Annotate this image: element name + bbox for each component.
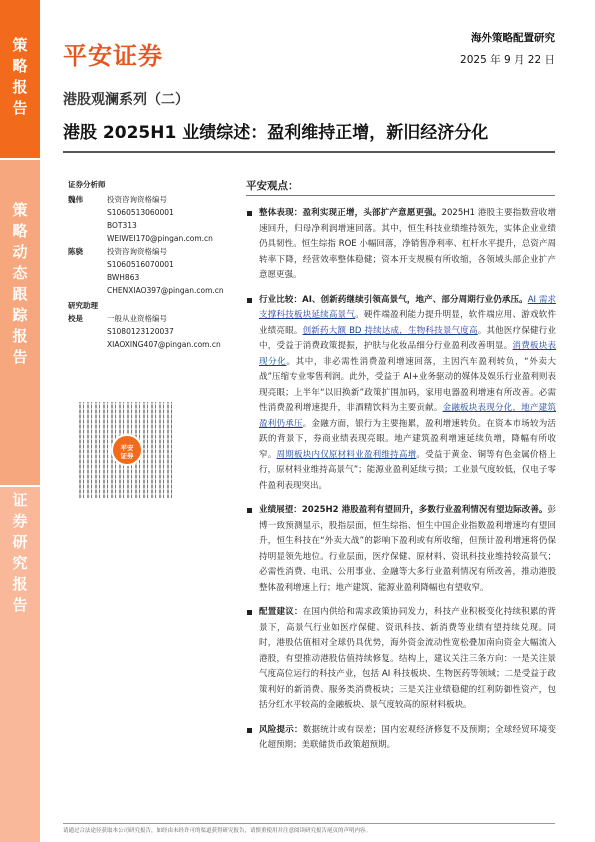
analyst-email: CHENXIAO397@pingan.com.cn xyxy=(107,286,224,295)
qr-logo-text: 平安 xyxy=(120,444,134,452)
viewpoint-divider xyxy=(246,195,555,196)
item-heading: 业绩展望：2025H2 港股盈利有望回升，多数行业盈利情况有望边际改善。 xyxy=(259,505,548,515)
item-body: 。硬件端盈利能力提升明显，软件端应用、游戏软件业绩亮眼。 xyxy=(259,310,556,336)
company-logo: 平安证券 xyxy=(63,42,163,70)
item-body: 彭博一致预测显示，股指层面，恒生综指、恒生中国企业指数盈利增速均有望回升，恒生科技在“外卖大战”的影响下盈利或有所收缩，但预计盈利增速将仍保持明显领先地位。行业层面，医疗保健、原材料、资讯科技业维持较高景气；必需性消费、电讯、公用事业、金融等大多行业盈利情况有所改善，推动港股整体盈利增速上行；地产建筑、能源业盈利降幅也有望收窄。 xyxy=(259,505,556,593)
analyst-info-line: S1060513060001 xyxy=(107,208,174,217)
report-date: 2025 年 9 月 22 日 xyxy=(460,54,555,66)
analyst-info-line: 投资咨询资格编号 xyxy=(107,247,167,256)
viewpoint-item xyxy=(246,605,556,714)
item-highlight: 周期板块内仅原材料业盈利维持高增 xyxy=(276,449,417,460)
title-divider xyxy=(63,151,555,153)
item-body: 在国内供给和需求政策协同发力，科技产业积极变化持续积累的背景下，高景气行业如医疗保健、资讯科技、新消费等业绩有望持续兑现。同时，港股估值相对全球仍具优势，海外资金流动性宽松叠加南向资金大幅流入港股，有望推动港股估值持续修复。结构上，建议关注三条方向：一是关注景气度高位运行的科技产业，包括 AI 科技板块、生物医药等领域；二是受益于政策利好的新消费、服务类消费板块；三是关注业绩稳健的红利防御性资产，包括分红水平较高的金融板块、景气度较高的原材料板块。 xyxy=(259,607,556,710)
analyst-panel xyxy=(68,178,224,351)
item-highlight: 创新药大额 BD 持续达成，生物科技景气度高 xyxy=(302,325,478,336)
page-title: 港股 2025H1 业绩综述：盈利维持正增，新旧经济分化 xyxy=(63,123,489,143)
analyst-name: 魏伟 xyxy=(68,195,83,204)
assistant-entry xyxy=(68,312,221,351)
analyst-entry xyxy=(68,245,224,297)
analyst-name: 陈骁 xyxy=(68,247,83,256)
viewpoint-item xyxy=(246,723,556,754)
item-body: 2025H1 港股主要指数营收增速回升，归母净利润增速回落。其中，恒生科技业绩维持领先，实体企业业绩仍具韧性。恒生综指 ROE 小幅回落，净销售净利率、杠杆水平提升，总资产周转率下降，经营效率整体稳健；资本开支规模有所收缩，各领域头部企业扩产意愿更强。 xyxy=(259,208,556,280)
sidebar-label-report: 策 略 报 告 xyxy=(12,36,28,117)
report-category: 海外策略配置研究 xyxy=(471,32,555,44)
assistant-email: XIAOXING407@pingan.com.cn xyxy=(107,340,221,349)
analyst-section-label: 证券分析师 xyxy=(68,180,106,189)
viewpoint-heading: 平安观点： xyxy=(246,180,299,192)
analyst-email: WEIWEI170@pingan.com.cn xyxy=(107,234,213,243)
item-heading: 风险提示： xyxy=(259,724,303,735)
item-heading: 整体表现：盈利实现正增，头部扩产意愿更强。 xyxy=(259,208,442,218)
viewpoint-item xyxy=(246,293,556,495)
footer-disclaimer: 请通过合法途径获取本公司研究报告，如经由未经许可的渠道获得研究报告，请慎重使用并注意阅读研究报告尾页的声明内容。 xyxy=(63,828,372,834)
qr-logo-text: 证券 xyxy=(120,452,134,460)
item-heading: 行业比较：AI、创新药继续引领高景气，地产、部分周期行业仍承压。 xyxy=(259,294,528,305)
assistant-section-label: 研究助理 xyxy=(68,301,98,310)
analyst-info-line: BOT313 xyxy=(107,221,137,230)
item-body: 数据统计或有误差；国内宏观经济修复不及预期；全球经贸环境变化超预期；美联储货币政策超预期。 xyxy=(259,724,556,750)
viewpoint-list xyxy=(246,197,556,754)
viewpoint-item xyxy=(246,503,556,596)
assistant-info-line: S1080123120037 xyxy=(107,327,174,336)
sidebar-label-strategy: 策 略 动 态 跟 踪 报 告 xyxy=(12,201,28,366)
analyst-entry xyxy=(68,193,218,245)
assistant-name: 校是 xyxy=(68,314,83,323)
qr-logo xyxy=(111,434,143,466)
item-highlight: 消费板块表现分化 xyxy=(259,341,556,367)
item-highlight: 金融板块表现分化，地产建筑盈利仍承压 xyxy=(259,403,556,429)
footer-divider xyxy=(63,823,555,824)
sidebar-label-securities: 证 券 研 究 报 告 xyxy=(12,491,28,614)
assistant-info-line: 一般从业资格编号 xyxy=(107,314,167,323)
item-heading: 配置建议： xyxy=(259,607,303,617)
qr-code[interactable] xyxy=(79,402,175,498)
series-title: 港股观澜系列（二） xyxy=(63,92,189,108)
item-body: 。其中，非必需性消费盈利增速回落，主因汽车盈利转负，“外卖大战”压缩专业零售利润。此外，受益于 AI+业务驱动的媒体及娱乐行业盈利则表现亮眼；上半年“以旧换新”政策扩围加码，家用电器盈利增速有所改善。必需性消费盈利增速提升，非酒精饮料为主要贡献。 xyxy=(259,356,556,413)
analyst-info-line: S1060516070001 xyxy=(107,260,174,269)
item-body: 。金融方面，银行为主要拖累，盈利增速转负。在资本市场较为活跃的背景下，券商业绩表现亮眼。地产建筑盈利增速延续负增，降幅有所收窄。 xyxy=(259,418,556,460)
viewpoint-item xyxy=(246,206,556,284)
analyst-info-line: BWH863 xyxy=(107,273,140,282)
item-body: 。受益于黄金、铜等有色金属价格上行，原材料业维持高景气”；能源业盈利延续亏损；工业景气度较低，仅电子零件盈利表现突出。 xyxy=(259,449,556,491)
analyst-info-line: 投资咨询资格编号 xyxy=(107,195,167,204)
item-body: 。其他医疗保健行业中，受益于消费政策提振，护肤与化妆品细分行业盈利改善明显。 xyxy=(259,325,556,351)
item-highlight: AI 需求支撑科技板块延续高景气 xyxy=(259,294,556,320)
